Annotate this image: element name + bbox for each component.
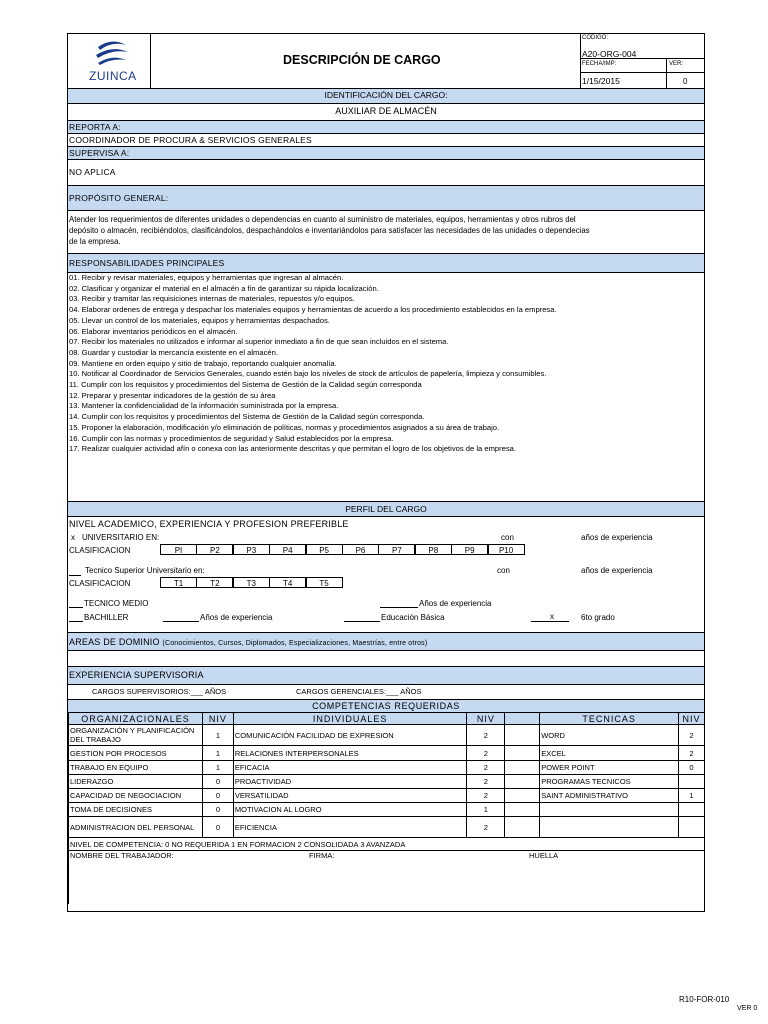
nivel-tecnico — [678, 803, 704, 817]
responsabilidad-item: 03. Recibir y tramitar las requisiciones internas de materiales, repuestos y/o equipos. — [69, 294, 355, 304]
company-logo — [82, 37, 142, 87]
p-level-box: P6 — [342, 544, 379, 555]
basica-mark: x — [550, 612, 554, 621]
supervisa-label: SUPERVISA A: — [69, 148, 130, 158]
competencia-organizacional: TRABAJO EN EQUIPO — [69, 761, 203, 775]
con2-label: con — [497, 566, 510, 575]
nivel-tecnico — [678, 775, 704, 789]
huella-label: HUELLA — [529, 851, 559, 860]
responsabilidad-item: 08. Guardar y custodiar la mercancía existente en el almacén. — [69, 347, 278, 357]
nivel-tecnico: 2 — [678, 746, 704, 761]
p-level-box: P7 — [378, 544, 415, 555]
bachiller-label: BACHILLER — [84, 613, 129, 622]
p-level-box: P5 — [306, 544, 343, 555]
clasificacion-t-label: CLASIFICACION — [69, 579, 131, 588]
responsabilidad-item: 13. Mantener la confidencialidad de la información suministrada por la empresa. — [69, 401, 339, 411]
competencia-row — [69, 746, 705, 761]
cargos-gerenciales: CARGOS GERENCIALES:___ AÑOS — [296, 687, 422, 696]
t-level-box: T4 — [269, 577, 306, 588]
t-level-box: T1 — [160, 577, 197, 588]
nivel-tecnico: 0 — [678, 761, 704, 775]
proposito-label: PROPÓSITO GENERAL: — [69, 193, 169, 203]
anos-exp2-label: años de experiencia — [581, 566, 653, 575]
responsabilidad-item: 14. Cumplir con los requisitos y procedimientos del Sistema de Gestión de la Calidad según corresponda. — [69, 412, 425, 422]
competencias-table — [68, 712, 705, 904]
responsabilidad-item: 01. Recibir y revisar materiales, equipos y herramientas que ingresan al almacén. — [69, 273, 344, 282]
responsabilidades-label: RESPONSABILIDADES PRINCIPALES — [69, 258, 225, 268]
footer-code: R10-FOR-010 — [679, 995, 730, 1004]
empty-cell — [505, 725, 540, 746]
nivel-individual: 1 — [467, 803, 505, 817]
nivel-organizacional: 0 — [202, 817, 233, 838]
competencia-individual: EFICIENCIA — [233, 817, 467, 838]
proposito-line: depósito o almacén, recibiéndolos, clasificándolos, despachándolos e inventariándolos para satisfacer las necesidades de las unidades o dependecias — [69, 226, 590, 235]
proposito-line: de la empresa. — [69, 237, 121, 246]
competencia-row — [69, 725, 705, 746]
nivel-organizacional: 1 — [202, 725, 233, 746]
educacion-basica-label: Educación Básica — [381, 613, 445, 622]
nivel-tecnico: 1 — [678, 789, 704, 803]
fecha-value: 1/15/2015 — [582, 76, 620, 86]
nivel-individual: 2 — [467, 775, 505, 789]
nivel-competencia-note: NIVEL DE COMPETENCIA: 0 NO REQUERIDA 1 EN FORMACION 2 CONSOLIDADA 3 AVANZADA — [69, 838, 705, 851]
header-niv: NIV — [678, 713, 704, 725]
areas-label — [69, 637, 427, 647]
nivel-tecnico — [678, 817, 704, 838]
competencia-organizacional: CAPACIDAD DE NEGOCIACION — [69, 789, 203, 803]
competencia-organizacional: ORGANIZACIÓN Y PLANIFICACIÓN DEL TRABAJO — [69, 725, 203, 746]
logo-swoosh-icon — [82, 37, 142, 71]
p-level-box: P4 — [269, 544, 306, 555]
areas-subtitle: (Conocimientos, Cursos, Diplomados, Especializaciones, Maestrías, entre otros) — [162, 640, 428, 647]
nivel-individual: 2 — [467, 761, 505, 775]
empty-cell — [505, 746, 540, 761]
competencia-organizacional: GESTION POR PROCESOS — [69, 746, 203, 761]
header-organizacionales: ORGANIZACIONALES — [69, 713, 203, 725]
empty-cell — [505, 789, 540, 803]
competencia-individual: COMUNICACIÓN FACILIDAD DE EXPRESION — [233, 725, 467, 746]
competencia-row — [69, 775, 705, 789]
responsabilidad-item: 11. Cumplir con los requisitos y procedimientos del Sistema de Gestión de la Calidad según corresponda — [69, 380, 422, 389]
responsabilidad-item: 05. Llevar un control de los materiales, equipos y herramientas despachados. — [69, 315, 330, 325]
competencia-organizacional: LIDERAZGO — [69, 775, 203, 789]
responsabilidad-item: 12. Preparar y presentar indicadores de la gestión de su área — [69, 390, 276, 400]
footer-ver: VER 0 — [737, 1005, 758, 1012]
responsabilidad-item: 09. Mantiene en orden equipo y sitio de trabajo, reportando cualquier anomalía. — [69, 358, 337, 368]
nivel-individual: 2 — [467, 725, 505, 746]
anos-exp-label: años de experiencia — [581, 533, 653, 542]
competencia-tecnica: EXCEL — [540, 746, 679, 761]
nivel-organizacional: 0 — [202, 789, 233, 803]
responsabilidad-item: 15. Proponer la elaboración, modificación y/o eliminación de políticas, normas y procedimientos asignados a su área de trabajo. — [69, 422, 500, 432]
anos-exp-bachiller: Años de experiencia — [200, 613, 273, 622]
reporta-value: COORDINADOR DE PROCURA & SERVICIOS GENERALES — [69, 135, 312, 145]
cargos-supervisorios: CARGOS SUPERVISORIOS:___ AÑOS — [92, 687, 227, 696]
competencia-row — [69, 761, 705, 775]
sexto-grado-label: 6to grado — [581, 613, 615, 622]
competencia-tecnica: PROGRAMAS TECNICOS — [540, 775, 679, 789]
competencia-tecnica — [540, 817, 679, 838]
empty-cell — [505, 775, 540, 789]
header-niv: NIV — [202, 713, 233, 725]
competencias-label: COMPETENCIAS REQUERIDAS — [312, 701, 460, 711]
competencia-individual: RELACIONES INTERPERSONALES — [233, 746, 467, 761]
nivel-organizacional: 0 — [202, 803, 233, 817]
ver-value: 0 — [683, 77, 688, 86]
competencia-row — [69, 817, 705, 838]
firma-row — [69, 851, 705, 904]
tecnico-medio-label: TECNICO MEDIO — [84, 599, 149, 608]
responsabilidad-item: 10. Notificar al Coordinador de Servicios Generales, cuando estén bajo los niveles de stock de artículos de papelería, limpieza y consumibles. — [69, 369, 547, 379]
empty-cell — [505, 803, 540, 817]
nivel-organizacional: 1 — [202, 746, 233, 761]
proposito-line: Atender los requerimientos de diferentes unidades o dependencias en cuanto al suministro de materiales, equipos, herramientas y otros rubros del — [69, 215, 576, 224]
competencia-row — [69, 803, 705, 817]
t-level-box: T3 — [233, 577, 270, 588]
competencia-organizacional: TOMA DE DECISIONES — [69, 803, 203, 817]
p-level-box: PI — [160, 544, 197, 555]
header-tecnicas: TECNICAS — [540, 713, 679, 725]
responsabilidad-item: 17. Realizar cualquier actividad afín o conexa con las anteriormente descritas y que permitan el logro de los objetivos de la empresa. — [69, 444, 517, 454]
experiencia-label: EXPERIENCIA SUPERVISORIA — [69, 670, 204, 680]
competencia-tecnica: WORD — [540, 725, 679, 746]
responsabilidad-item: 02. Clasificar y organizar el material en el almacén a fin de garantizar su rápida localización. — [69, 283, 379, 293]
job-description-form — [67, 33, 705, 912]
page-title: DESCRIPCIÓN DE CARGO — [283, 53, 441, 67]
fecha-label: FECHA/IMP: — [582, 61, 617, 67]
competencias-header-row — [69, 713, 705, 725]
p-level-box: P3 — [233, 544, 270, 555]
codigo-value: A20-ORG-004 — [582, 49, 637, 59]
clasificacion-p-label: CLASIFICACION — [69, 546, 131, 555]
ver-label: VER: — [669, 61, 684, 67]
competencia-tecnica: SAINT ADMINISTRATIVO — [540, 789, 679, 803]
tecnico-sup-label: Tecnico Superior Universitario en: — [85, 566, 205, 575]
nivel-individual: 2 — [467, 746, 505, 761]
competencia-individual: VERSATILIDAD — [233, 789, 467, 803]
competencia-individual: MOTIVACION AL LOGRO — [233, 803, 467, 817]
nivel-individual: 2 — [467, 817, 505, 838]
nivel-tecnico: 2 — [678, 725, 704, 746]
supervisa-value: NO APLICA — [69, 167, 116, 177]
empty-cell — [505, 761, 540, 775]
competencia-tecnica — [540, 803, 679, 817]
responsabilidad-item: 04. Elaborar ordenes de entrega y despachar los materiales equipos y herramientas de acuerdo a los procedimiento establecidos en la empresa. — [69, 305, 557, 315]
header-niv: NIV — [467, 713, 505, 725]
univ-mark: x — [71, 533, 75, 542]
responsabilidad-item: 07. Recibir los materiales no utilizados e informar al superior inmediato a fin de que sean incluidos en el sistema. — [69, 337, 449, 347]
competencia-individual: PROACTIVIDAD — [233, 775, 467, 789]
nivel-row — [69, 838, 705, 851]
p-level-box: P10 — [488, 544, 525, 555]
p-level-box: P2 — [196, 544, 233, 555]
logo-wordmark: ZUINCA — [89, 69, 137, 83]
competencia-organizacional: ADMINISTRACION DEL PERSONAL — [69, 817, 203, 838]
con-label: con — [501, 533, 514, 542]
header-individuales: INDIVIDUALES — [233, 713, 467, 725]
areas-title: AREAS DE DOMINIO — [69, 637, 160, 647]
responsabilidad-item: 16. Cumplir con las normas y procedimientos de seguridad y Salud establecidos por la empresa. — [69, 433, 394, 443]
cargo-name: AUXILIAR DE ALMACÉN — [335, 106, 437, 116]
competencia-row — [69, 789, 705, 803]
nivel-individual: 2 — [467, 789, 505, 803]
nivel-organizacional: 0 — [202, 775, 233, 789]
nivel-organizacional: 1 — [202, 761, 233, 775]
t-level-box: T5 — [306, 577, 343, 588]
anos-exp-medio: Años de experiencia — [419, 599, 492, 608]
competencia-individual: EFICACIA — [233, 761, 467, 775]
perfil-label: PERFIL DEL CARGO — [345, 504, 427, 514]
reporta-label: REPORTA A: — [69, 122, 121, 132]
nivel-academico-label: NIVEL ACADEMICO, EXPERIENCIA Y PROFESION PREFERIBLE — [69, 519, 349, 529]
univ-label: UNIVERSITARIO EN: — [82, 533, 160, 542]
t-level-box: T2 — [196, 577, 233, 588]
nombre-trabajador-label: NOMBRE DEL TRABAJADOR: — [70, 851, 174, 860]
codigo-label: CÓDIGO: — [582, 35, 609, 41]
p-level-box: P8 — [415, 544, 452, 555]
p-level-box: P9 — [451, 544, 488, 555]
firma-label: FIRMA: — [309, 851, 335, 860]
empty-cell — [505, 817, 540, 838]
responsabilidad-item: 06. Elaborar inventarios periódicos en el almacén. — [69, 326, 238, 336]
competencia-tecnica: POWER POINT — [540, 761, 679, 775]
identificacion-label: IDENTIFICACIÓN DEL CARGO: — [324, 90, 448, 100]
